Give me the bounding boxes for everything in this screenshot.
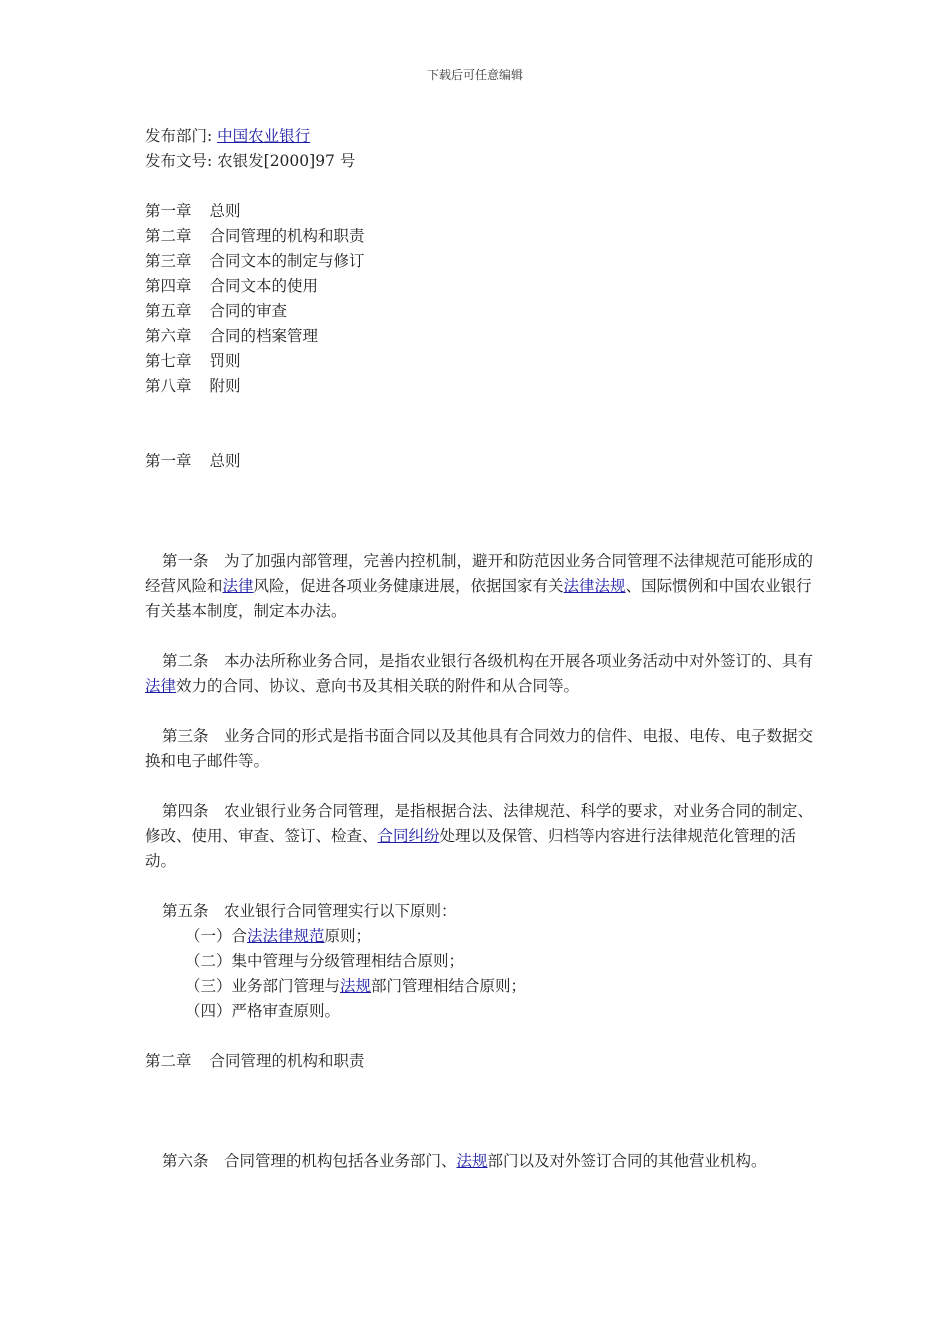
- chapter-2-heading: 第二章 合同管理的机构和职责: [145, 1052, 365, 1070]
- link-falv[interactable]: 法律: [222, 577, 254, 595]
- document-number: 发布文号: 农银发[2000]97 号: [145, 152, 356, 170]
- article-5: 第五条 农业银行合同管理实行以下原则：: [162, 902, 457, 920]
- document-body: [145, 124, 817, 1174]
- toc-item: 第三章 合同文本的制定与修订: [145, 252, 365, 270]
- link-hetong-jiufen[interactable]: 合同纠纷: [377, 827, 440, 845]
- list-item: （四）严格审查原则。: [185, 1002, 341, 1020]
- article-1: 第一条 为了加强内部管理，完善内控机制，避开和防范因业务合同管理不法律规范可能形成的经营风险和法律风险，促进各项业务健康进展，依据国家有关法律法规、国际惯例和中国农业银行有关基本制度，制定本办法。: [145, 552, 814, 620]
- page-header: 下载后可任意编辑: [426, 68, 523, 82]
- list-item: （二）集中管理与分级管理相结合原则；: [185, 952, 465, 970]
- list-item: （三）业务部门管理与法规部门管理相结合原则；: [185, 977, 527, 995]
- toc-item: 第七章 罚则: [145, 352, 241, 370]
- publish-dept: [145, 124, 817, 149]
- article-4: 第四条 农业银行业务合同管理，是指根据合法、法律规范、科学的要求，对业务合同的制定、修改、使用、审查、签订、检查、合同纠纷处理以及保管、归档等内容进行法律规范化管理的活动。: [145, 802, 814, 870]
- publish-dept-link[interactable]: 中国农业银行: [217, 127, 311, 145]
- toc-item: 第二章 合同管理的机构和职责: [145, 227, 365, 245]
- link-falv[interactable]: 法律: [145, 677, 177, 695]
- publish-dept-label: 发布部门:: [145, 127, 218, 145]
- table-of-contents: [145, 199, 817, 399]
- toc-item: 第四章 合同文本的使用: [145, 277, 319, 295]
- toc-item: 第五章 合同的审查: [145, 302, 288, 320]
- toc-item: 第六章 合同的档案管理: [145, 327, 319, 345]
- article-6: 第六条 合同管理的机构包括各业务部门、法规部门以及对外签订合同的其他营业机构。: [162, 1152, 767, 1170]
- list-item: （一）合法法律规范原则；: [185, 927, 372, 945]
- toc-item: 第八章 附则: [145, 377, 241, 395]
- toc-item: 第一章 总则: [145, 202, 241, 220]
- chapter-1-heading: 第一章 总则: [145, 452, 241, 470]
- link-fagui[interactable]: 法规: [340, 977, 372, 995]
- article-2: 第二条 本办法所称业务合同，是指农业银行各级机构在开展各项业务活动中对外签订的、具有法律效力的合同、协议、意向书及其相关联的附件和从合同等。: [145, 652, 814, 695]
- article-3: 第三条 业务合同的形式是指书面合同以及其他具有合同效力的信件、电报、电传、电子数据交换和电子邮件等。: [145, 727, 814, 770]
- link-fagui[interactable]: 法规: [456, 1152, 488, 1170]
- link-fa-falv-guifan[interactable]: 法法律规范: [247, 927, 325, 945]
- link-falv-fagui[interactable]: 法律法规: [563, 577, 626, 595]
